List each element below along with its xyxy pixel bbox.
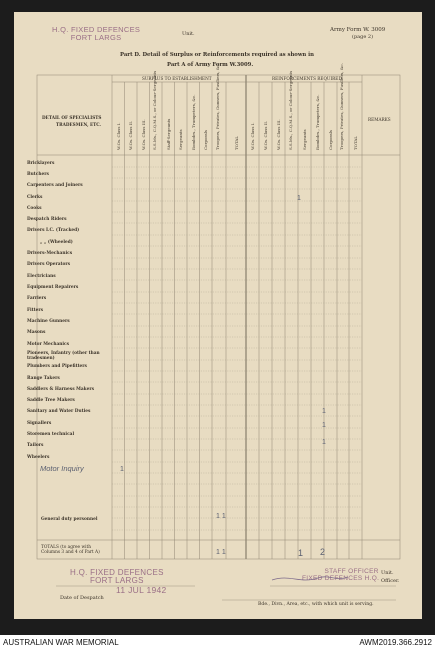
row-label-pioneers: Pioneers, Infantry (other than tradesmen) bbox=[27, 351, 100, 361]
mark-signallers: 1 bbox=[322, 408, 326, 415]
surplus-col-total: TOTAL bbox=[234, 136, 239, 150]
surplus-col-bombdr: Bombdrs., Trumpeters, &c. bbox=[191, 94, 196, 150]
totals-surplus-marks: 1 1 bbox=[216, 549, 226, 556]
unit-label-top: Unit. bbox=[182, 31, 195, 37]
surplus-col-sgt: Sergeants bbox=[178, 129, 183, 150]
totals-label: TOTALS (to agree with Columns 3 and 4 of Part A) bbox=[41, 545, 100, 555]
row-label-bricklayers: Bricklayers bbox=[27, 161, 55, 166]
row-label-drivers-mechanics: Drivers-Mechanics bbox=[27, 251, 73, 256]
reinf-col-ssm: S.S.Ms., C.Q.M.S., or Colour-Sergeants bbox=[288, 70, 293, 150]
row-label-carpenters: Carpenters and Joiners bbox=[27, 183, 83, 188]
surplus-col-wo2: W.Os. Class II. bbox=[128, 120, 133, 150]
group-surplus-heading: SURPLUS TO ESTABLISHMENT bbox=[142, 76, 212, 81]
totals-reinf-mark-a: 1 bbox=[298, 548, 304, 558]
reinf-col-wo2: W.Os. Class II. bbox=[263, 120, 268, 150]
surplus-col-ssm: S.S.Ms., C.Q.M.S., or Colour-Sergeants bbox=[152, 70, 157, 150]
group-reinforcements-heading: REINFORCEMENTS REQUIRED bbox=[272, 76, 342, 81]
totals-reinf-mark-b: 2 bbox=[320, 547, 326, 557]
surplus-col-cpl: Corporals bbox=[203, 130, 208, 150]
footer-bde-label: Bde., Divn., Area, etc., with which unit is serving. bbox=[258, 602, 374, 607]
row-label-range-takers: Range Takers bbox=[27, 376, 60, 381]
general-duty-marks: 1 1 bbox=[216, 513, 226, 520]
row-label-saddle-tree-makers: Saddle Tree Makers bbox=[27, 398, 75, 403]
row-label-farriers: Farriers bbox=[27, 296, 47, 301]
surplus-col-troopers: Troopers, Privates, Gunners, Fusiliers, &c. bbox=[215, 63, 220, 150]
footer-unit-label: Unit. bbox=[381, 570, 394, 576]
date-stamp: 11 JUL 1942 bbox=[116, 585, 167, 595]
surplus-col-wo1: W.Os. Class I. bbox=[116, 122, 121, 150]
row-label-motor-mechanics: Motor Mechanics bbox=[27, 342, 70, 347]
reinf-col-total: TOTAL bbox=[353, 136, 358, 150]
reinf-col-wo1: W.Os. Class I. bbox=[250, 122, 255, 150]
row-label-drivers-operators: Drivers Operators bbox=[27, 262, 71, 267]
row-label-equipment-repairers: Equipment Repairers bbox=[27, 285, 79, 290]
surplus-col-staff-sgt: Staff-Sergeants bbox=[166, 118, 171, 150]
remarks-heading: REMARKS bbox=[368, 117, 391, 122]
staff-officer-line2: FIXED DEFENCES H.Q. bbox=[302, 574, 380, 582]
row-label-tailors: Tailors bbox=[27, 443, 44, 448]
reinf-col-cpl: Corporals bbox=[328, 130, 333, 150]
row-label-sanitary: Sanitary and Water Duties bbox=[27, 409, 91, 414]
detail-heading-line2: TRADESMEN, ETC. bbox=[56, 122, 102, 127]
reinf-col-bombdr: Bombdrs., Trumpeters, &c. bbox=[315, 94, 320, 150]
reinf-col-sgt: Sergeants bbox=[302, 129, 307, 150]
mark-wheelers: 1 bbox=[322, 439, 326, 446]
mark-clerks: 1 bbox=[297, 195, 301, 202]
handwritten-extra-trade: Motor Inquiry bbox=[40, 464, 84, 473]
row-label-masons: Masons bbox=[27, 330, 46, 335]
row-label-storemen: Storemen technical bbox=[27, 432, 75, 437]
stamp-top-line1: H.Q. FIXED DEFENCES bbox=[52, 25, 141, 34]
form-title-line2: Part A of Army Form W.3009. bbox=[167, 62, 254, 68]
surplus-col-wo3: W.Os. Class III. bbox=[141, 119, 146, 150]
reinf-col-wo3: W.Os. Class III. bbox=[276, 119, 281, 150]
row-label-butchers: Butchers bbox=[27, 172, 49, 177]
mark-motor-surplus: 1 bbox=[120, 466, 124, 473]
row-label-drivers-wheeled: „ „ (Wheeled) bbox=[40, 240, 73, 245]
row-label-drivers-tracked: Drivers I.C. (Tracked) bbox=[27, 228, 80, 233]
caption-accession-number: AWM2019.366.2912 bbox=[359, 638, 432, 647]
detail-heading-line1: DETAIL OF SPECIALISTS bbox=[42, 115, 102, 120]
stamp-bottom-line2: FORT LARGS bbox=[89, 576, 144, 585]
row-label-saddlers: Saddlers & Harness Makers bbox=[27, 387, 95, 392]
row-label-electricians: Electricians bbox=[27, 274, 56, 279]
staff-officer-line1: STAFF OFFICER bbox=[324, 568, 379, 575]
page-number: (page 2) bbox=[352, 34, 374, 40]
row-label-wheelers: Wheelers bbox=[27, 455, 50, 460]
stamp-bottom-line1: H.Q. FIXED DEFENCES bbox=[70, 568, 164, 577]
general-duty-label: General duty personnel bbox=[41, 517, 98, 522]
stamp-top-line2: FORT LARGS bbox=[70, 32, 122, 42]
row-label-signallers: Signallers bbox=[27, 421, 52, 426]
row-label-cooks: Cooks bbox=[27, 206, 42, 211]
date-of-despatch-label: Date of Despatch bbox=[60, 595, 104, 601]
row-label-fitters: Fitters bbox=[27, 308, 44, 313]
form-title-line1: Part D. Detail of Surplus or Reinforcements required as shown in bbox=[120, 52, 314, 58]
reinf-col-troopers: Troopers, Privates, Gunners, Fusiliers, &c. bbox=[339, 63, 344, 150]
row-label-plumbers: Plumbers and Pipefitters bbox=[27, 364, 87, 369]
row-label-machine-gunners: Machine Gunners bbox=[27, 319, 70, 324]
caption-institution: AUSTRALIAN WAR MEMORIAL bbox=[3, 638, 119, 647]
row-label-clerks: Clerks bbox=[27, 195, 43, 200]
footer-officer-label: Officer. bbox=[381, 578, 400, 584]
mark-storemen: 1 bbox=[322, 422, 326, 429]
army-form-number: Army Form W. 3009 bbox=[330, 27, 386, 33]
row-label-despatch-riders: Despatch Riders bbox=[27, 217, 67, 222]
